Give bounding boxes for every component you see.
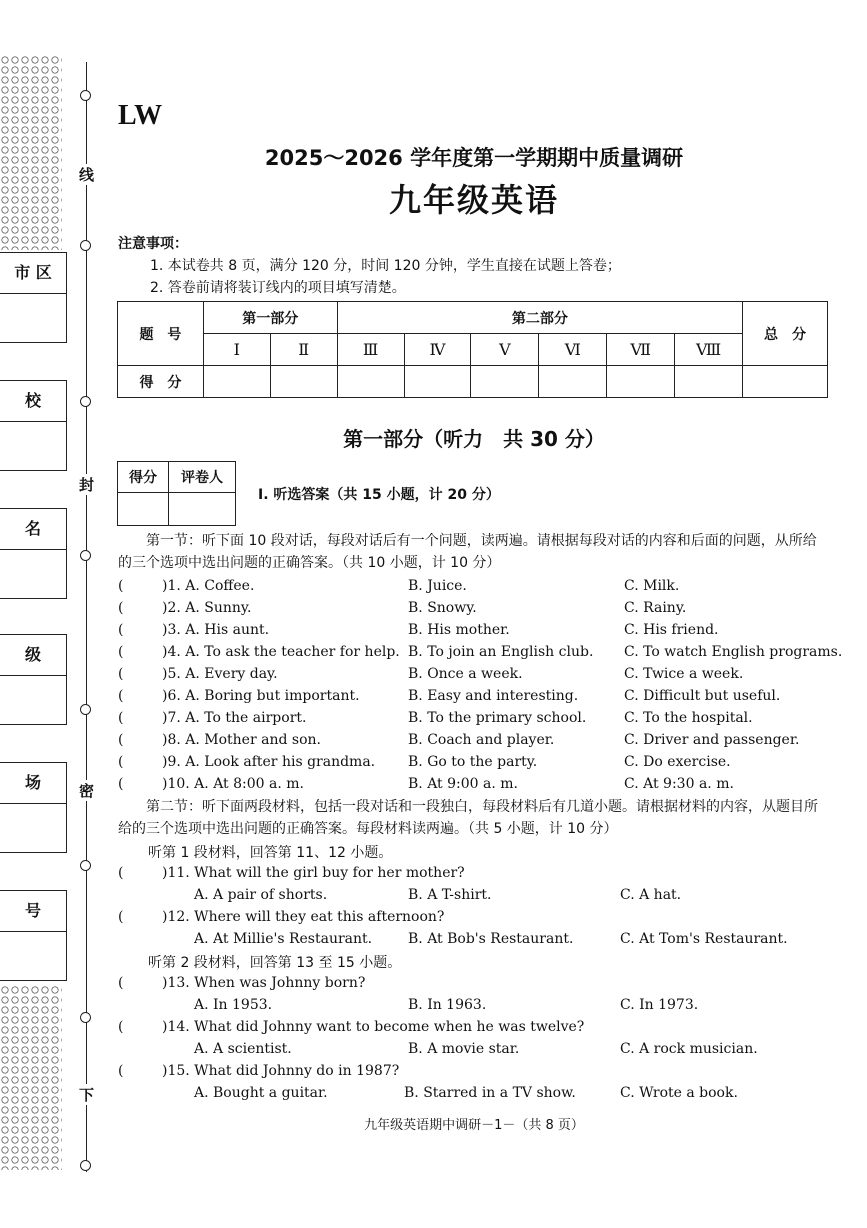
section1-instruction: 第一节：听下面 10 段对话，每段对话后有一个问题，读两遍。请根据每段对话的内容和后面的问题，从所给的三个选项中选出问题的正确答案。（共 10 小题，计 10 分）	[118, 533, 817, 571]
question-row	[118, 663, 830, 685]
score-cell[interactable]	[337, 366, 404, 398]
option-c: C. At Tom's Restaurant.	[620, 931, 788, 947]
option-c: C. At 9:30 a. m.	[624, 776, 734, 792]
answer-paren[interactable]: (	[118, 732, 124, 748]
school-label: 校	[0, 381, 66, 422]
question-row	[118, 773, 830, 795]
binding-char-xian: 线	[79, 166, 95, 184]
seat-number-label: 号	[0, 891, 66, 932]
option-b: B. Go to the party.	[408, 754, 538, 770]
option-c: C. To the hospital.	[624, 710, 753, 726]
option-b: B. A T-shirt.	[408, 887, 492, 903]
notice-item: 1. 本试卷共 8 页，满分 120 分，时间 120 分钟，学生直接在试题上答卷；	[150, 258, 621, 274]
options-row	[118, 928, 830, 950]
answer-paren[interactable]: (	[118, 909, 124, 925]
section-numeral: Ⅰ	[203, 334, 270, 366]
option-a: )6. A. Boring but important.	[162, 688, 360, 704]
score-cell[interactable]	[404, 366, 471, 398]
option-b: B. To join an English club.	[408, 644, 594, 660]
option-c: C. Wrote a book.	[620, 1085, 738, 1101]
binding-ring	[80, 1012, 91, 1023]
grader-name-cell[interactable]	[169, 493, 236, 526]
answer-paren[interactable]: (	[118, 1063, 124, 1079]
question-row	[118, 707, 830, 729]
binding-char-mi: 密	[79, 782, 95, 800]
binding-ring	[80, 550, 91, 561]
question-row	[118, 619, 830, 641]
total-score-cell[interactable]	[743, 366, 828, 398]
binding-ring	[80, 396, 91, 407]
question-stem: )12. Where will they eat this afternoon?	[162, 909, 445, 925]
binding-ring	[80, 704, 91, 715]
grader-score-cell[interactable]	[118, 493, 169, 526]
exam-room-label: 场	[0, 763, 66, 804]
option-b: B. At Bob's Restaurant.	[408, 931, 574, 947]
binding-line	[86, 62, 87, 1172]
score-cell[interactable]	[675, 366, 743, 398]
score-cell[interactable]	[539, 366, 607, 398]
option-c: C. In 1973.	[620, 997, 699, 1013]
notice-item: 2. 答卷前请将装订线内的项目填写清楚。	[150, 280, 406, 296]
question-stem-row	[118, 1060, 830, 1082]
question-stem: )14. What did Johnny want to become when he was twelve?	[162, 1019, 585, 1035]
option-a: )7. A. To the airport.	[162, 710, 307, 726]
option-c: C. Do exercise.	[624, 754, 731, 770]
question-stem-row	[118, 906, 830, 928]
answer-paren[interactable]: (	[118, 710, 124, 726]
option-c: C. Milk.	[624, 578, 680, 594]
notice-heading: 注意事项：	[118, 236, 188, 252]
option-b: B. Juice.	[408, 578, 467, 594]
grade-label: 级	[0, 635, 66, 676]
grader-name-label: 评卷人	[169, 462, 236, 493]
score-cell[interactable]	[471, 366, 539, 398]
option-a: A. In 1953.	[194, 997, 273, 1013]
question-row	[118, 729, 830, 751]
section-numeral: Ⅶ	[607, 334, 675, 366]
name-label: 名	[0, 509, 66, 550]
question-stem: )11. What will the girl buy for her mother?	[162, 865, 465, 881]
section-numeral: Ⅵ	[539, 334, 607, 366]
notice	[118, 233, 621, 299]
option-c: C. Rainy.	[624, 600, 687, 616]
option-a: A. A scientist.	[194, 1041, 292, 1057]
question-stem-row	[118, 972, 830, 994]
binding-ring	[80, 1160, 91, 1171]
exam-title: 2025～2026 学年度第一学期期中质量调研	[264, 146, 684, 170]
answer-paren[interactable]: (	[118, 666, 124, 682]
part1-title: 第一部分（听力 共 30 分）	[343, 427, 605, 451]
option-a: )10. A. At 8:00 a. m.	[162, 776, 304, 792]
total-header: 总 分	[743, 302, 828, 366]
answer-paren[interactable]: (	[118, 865, 124, 881]
question-stem-row	[118, 1016, 830, 1038]
section-numeral: Ⅳ	[404, 334, 471, 366]
option-a: )4. A. To ask the teacher for help.	[162, 644, 400, 660]
binding-ring	[80, 240, 91, 251]
page-footer: 九年级英语期中调研－1－（共 8 页）	[364, 1118, 584, 1133]
dot-pattern-bottom	[0, 985, 62, 1170]
answer-paren[interactable]: (	[118, 644, 124, 660]
material1-note: 听第 1 段材料，回答第 11、12 小题。	[148, 845, 393, 861]
binding-margin	[0, 0, 100, 1228]
grader-score-label: 得分	[118, 462, 169, 493]
section1-title: Ⅰ. 听选答案（共 15 小题，计 20 分）	[258, 487, 500, 503]
answer-paren[interactable]: (	[118, 688, 124, 704]
option-b: B. A movie star.	[408, 1041, 520, 1057]
options-row	[118, 884, 830, 906]
option-c: C. A hat.	[620, 887, 682, 903]
option-a: A. At Millie's Restaurant.	[194, 931, 373, 947]
option-b: B. Easy and interesting.	[408, 688, 579, 704]
option-c: C. Driver and passenger.	[624, 732, 800, 748]
answer-paren[interactable]: (	[118, 578, 124, 594]
options-row	[118, 1082, 830, 1104]
binding-char-xia: 下	[79, 1086, 95, 1104]
option-b: B. In 1963.	[408, 997, 487, 1013]
section-numeral: Ⅷ	[675, 334, 743, 366]
options-row	[118, 994, 830, 1016]
binding-ring	[80, 860, 91, 871]
question-row	[118, 597, 830, 619]
section2-instruction: 第二节：听下面两段材料，包括一段对话和一段独白，每段材料后有几道小题。请根据材料的内容，从题目所给的三个选项中选出问题的正确答案。每段材料读两遍。（共 5 小题，计 10 分）	[118, 799, 818, 837]
question-row	[118, 641, 843, 663]
option-a: A. Bought a guitar.	[194, 1085, 328, 1101]
answer-paren[interactable]: (	[118, 622, 124, 638]
option-c: C. Twice a week.	[624, 666, 744, 682]
part1-header: 第一部分	[203, 302, 337, 334]
score-table	[117, 301, 828, 398]
option-a: )8. A. Mother and son.	[162, 732, 321, 748]
section-numeral: Ⅴ	[471, 334, 539, 366]
option-b: B. Once a week.	[408, 666, 523, 682]
option-b: B. His mother.	[408, 622, 510, 638]
option-b: B. At 9:00 a. m.	[408, 776, 518, 792]
option-b: B. To the primary school.	[408, 710, 587, 726]
question-row	[118, 575, 830, 597]
school-field[interactable]	[0, 380, 67, 471]
question-number-header: 题 号	[118, 302, 204, 366]
option-b: B. Starred in a TV show.	[404, 1085, 576, 1101]
binding-ring	[80, 90, 91, 101]
question-stem: )13. When was Johnny born?	[162, 975, 366, 991]
option-a: )3. A. His aunt.	[162, 622, 270, 638]
option-a: )9. A. Look after his grandma.	[162, 754, 376, 770]
logo: LW	[118, 100, 163, 131]
option-c: C. To watch English programs.	[624, 644, 843, 660]
grader-box	[117, 461, 236, 526]
answer-paren[interactable]: (	[118, 975, 124, 991]
option-c: C. Difficult but useful.	[624, 688, 781, 704]
city-district-field[interactable]	[0, 252, 67, 343]
score-row-header: 得 分	[118, 366, 204, 398]
answer-paren[interactable]: (	[118, 776, 124, 792]
exam-room-field[interactable]	[0, 762, 67, 853]
score-cell[interactable]	[270, 366, 337, 398]
option-c: C. His friend.	[624, 622, 719, 638]
question-stem-row	[118, 862, 830, 884]
option-a: )1. A. Coffee.	[162, 578, 255, 594]
name-field[interactable]	[0, 508, 67, 599]
grade-field[interactable]	[0, 634, 67, 725]
option-a: )5. A. Every day.	[162, 666, 278, 682]
score-cell[interactable]	[203, 366, 270, 398]
part2-header: 第二部分	[337, 302, 742, 334]
section-numeral: Ⅱ	[270, 334, 337, 366]
section-numeral: Ⅲ	[337, 334, 404, 366]
options-row	[118, 1038, 830, 1060]
question-row	[118, 751, 830, 773]
option-a: )2. A. Sunny.	[162, 600, 252, 616]
answer-paren[interactable]: (	[118, 600, 124, 616]
seat-number-field[interactable]	[0, 890, 67, 981]
subject-title: 九年级英语	[388, 181, 559, 219]
option-b: B. Snowy.	[408, 600, 477, 616]
city-district-label: 市 区	[0, 253, 66, 294]
material2-note: 听第 2 段材料，回答第 13 至 15 小题。	[148, 955, 402, 971]
answer-paren[interactable]: (	[118, 1019, 124, 1035]
option-c: C. A rock musician.	[620, 1041, 758, 1057]
question-row	[118, 685, 830, 707]
score-cell[interactable]	[607, 366, 675, 398]
option-a: A. A pair of shorts.	[194, 887, 328, 903]
option-b: B. Coach and player.	[408, 732, 555, 748]
dot-pattern-top	[0, 55, 62, 250]
answer-paren[interactable]: (	[118, 754, 124, 770]
binding-char-feng: 封	[79, 476, 95, 494]
question-stem: )15. What did Johnny do in 1987?	[162, 1063, 400, 1079]
